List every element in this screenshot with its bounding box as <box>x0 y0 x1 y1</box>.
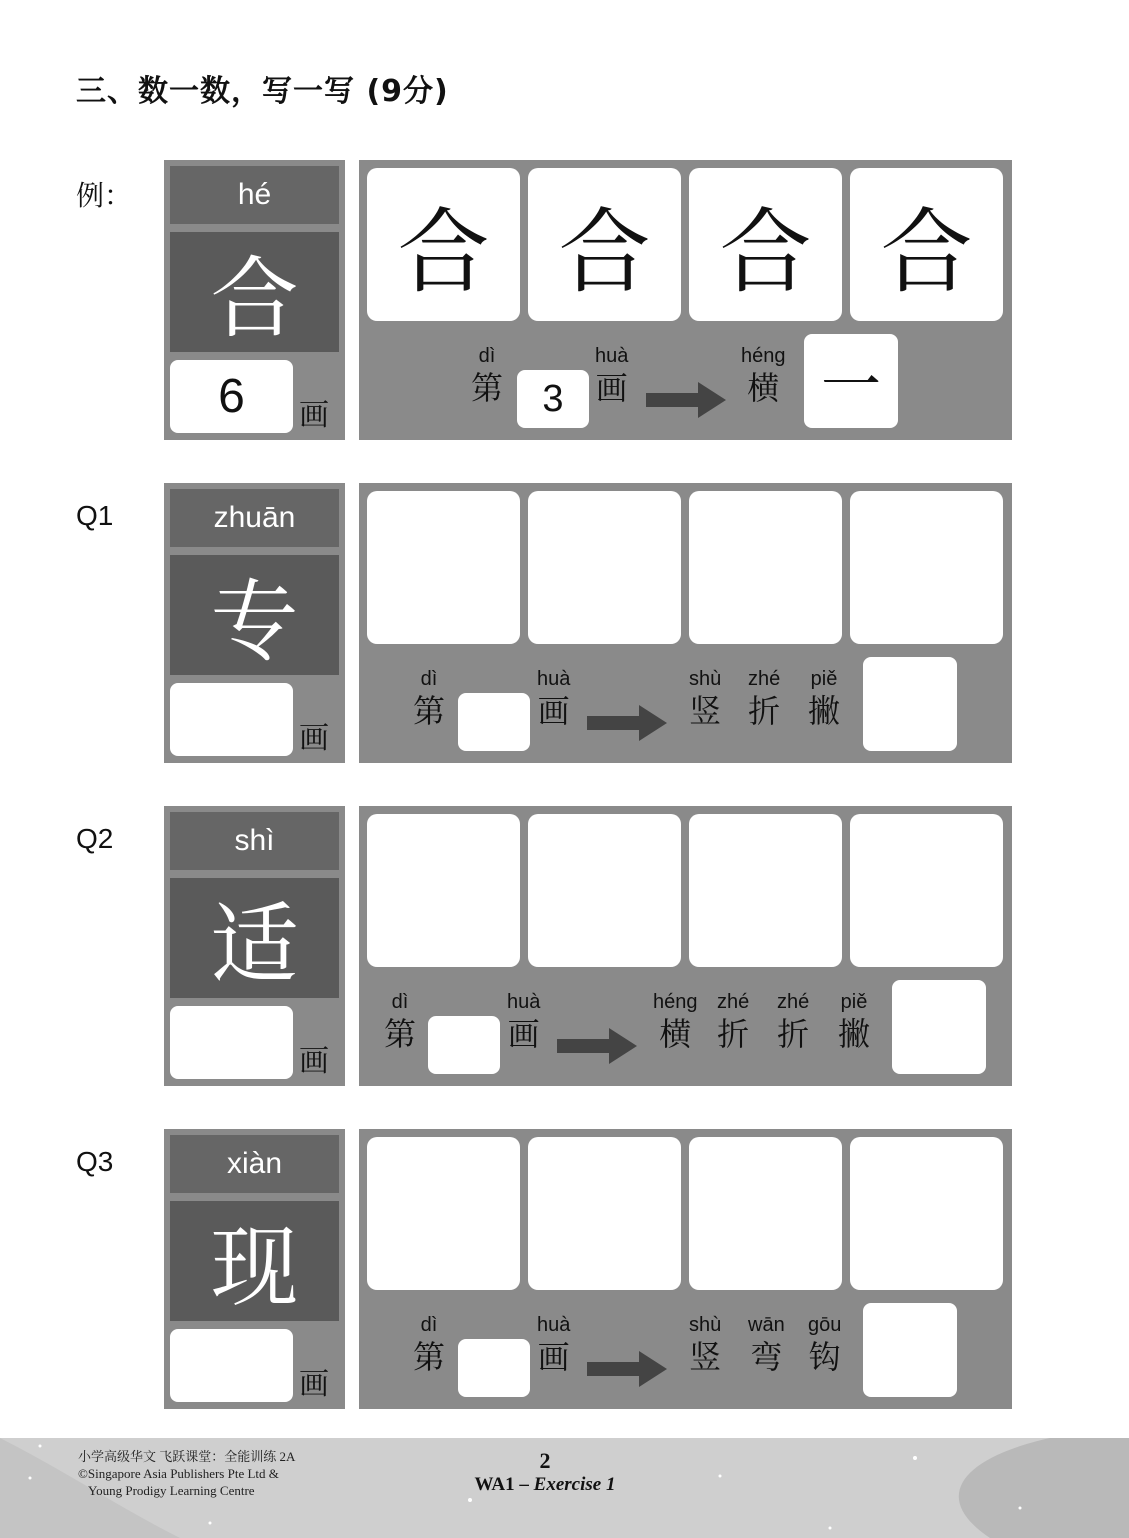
q3-label: Q3 <box>76 1146 114 1177</box>
q1-label: Q1 <box>76 500 114 531</box>
q3-di-word: dì 第 <box>413 1314 446 1376</box>
q1-stroke-name-1: shù 竖 <box>689 668 722 730</box>
example-hua-label: 画 <box>299 398 329 433</box>
q1-arrow-icon <box>587 705 667 741</box>
q2-stroke-box-1[interactable] <box>367 814 520 967</box>
example-pinyin: hé <box>170 166 339 224</box>
example-stroke-box-2: 合 <box>528 168 681 321</box>
q2-stroke-answer-input[interactable] <box>892 980 986 1074</box>
q1-hua-word: huà 画 <box>537 668 571 730</box>
q1-pinyin: zhuān <box>170 489 339 547</box>
q2-stroke-box-2[interactable] <box>528 814 681 967</box>
example-stroke-panel <box>359 160 1012 440</box>
q2-pinyin: shì <box>170 812 339 870</box>
example-stroke-box-3: 合 <box>689 168 842 321</box>
q1-stroke-box-1[interactable] <box>367 491 520 644</box>
example-stroke-name: héng 横 <box>741 345 786 407</box>
q2-character: 适 <box>170 878 339 998</box>
q3-hua-word: huà 画 <box>537 1314 571 1376</box>
q1-stroke-name-3: piě 撇 <box>808 668 841 730</box>
example-stroke-number: 3 <box>517 370 589 428</box>
q3-character: 现 <box>170 1201 339 1321</box>
page-number: 2 <box>539 1448 551 1473</box>
q1-stroke-name-2: zhé 折 <box>748 668 781 730</box>
example-stroke-box-4: 合 <box>850 168 1003 321</box>
q2-hua-label: 画 <box>299 1044 329 1079</box>
footer-publisher: 小学高级华文 飞跃课堂：全能训练 2A ©Singapore Asia Publishers Pte Ltd & Young Prodigy Learning Centre <box>78 1449 296 1498</box>
q1-hua-label: 画 <box>299 721 329 756</box>
q2-label: Q2 <box>76 823 114 854</box>
section-title: 三、数一数，写一写 (9分) <box>76 74 449 109</box>
footer-page-info <box>440 1448 650 1496</box>
q2-di-word: dì 第 <box>384 991 417 1053</box>
q3-stroke-box-2[interactable] <box>528 1137 681 1290</box>
example-stroke-box-1: 合 <box>367 168 520 321</box>
q1-stroke-count-input[interactable] <box>170 683 293 756</box>
q2-stroke-name-1: héng 横 <box>653 991 698 1053</box>
q3-stroke-name-3: gōu 钩 <box>808 1314 842 1376</box>
q2-stroke-name-3: zhé 折 <box>777 991 810 1053</box>
q1-stroke-panel <box>359 483 1012 763</box>
q3-stroke-panel <box>359 1129 1012 1409</box>
exercise-label: WA1 – Exercise 1 <box>474 1474 616 1495</box>
q3-stroke-answer-input[interactable] <box>863 1303 957 1397</box>
q2-stroke-panel <box>359 806 1012 1086</box>
q2-stroke-box-4[interactable] <box>850 814 1003 967</box>
q3-stroke-count-input[interactable] <box>170 1329 293 1402</box>
example-hua-word: huà 画 <box>595 345 629 407</box>
q1-stroke-answer-input[interactable] <box>863 657 957 751</box>
example-stroke-answer: 一 <box>804 334 898 428</box>
q1-stroke-box-4[interactable] <box>850 491 1003 644</box>
q3-stroke-name-2: wān 弯 <box>748 1314 785 1376</box>
q1-stroke-box-3[interactable] <box>689 491 842 644</box>
q3-arrow-icon <box>587 1351 667 1387</box>
q2-stroke-count-input[interactable] <box>170 1006 293 1079</box>
q2-stroke-name-4: piě 撇 <box>838 991 871 1053</box>
q1-di-word: dì 第 <box>413 668 446 730</box>
q1-stroke-number-input[interactable] <box>458 693 530 751</box>
q1-stroke-box-2[interactable] <box>528 491 681 644</box>
example-label: 例： <box>76 180 133 211</box>
example-di-word: dì 第 <box>471 345 504 407</box>
q2-char-card <box>164 806 345 1086</box>
q1-character: 专 <box>170 555 339 675</box>
q2-stroke-name-2: zhé 折 <box>717 991 750 1053</box>
example-arrow-icon <box>646 382 726 418</box>
q3-stroke-number-input[interactable] <box>458 1339 530 1397</box>
q2-stroke-number-input[interactable] <box>428 1016 500 1074</box>
q3-stroke-box-4[interactable] <box>850 1137 1003 1290</box>
example-char-card <box>164 160 345 440</box>
q2-stroke-box-3[interactable] <box>689 814 842 967</box>
q3-char-card <box>164 1129 345 1409</box>
q2-arrow-icon <box>557 1028 637 1064</box>
page-footer <box>0 1438 1129 1538</box>
q3-hua-label: 画 <box>299 1367 329 1402</box>
example-stroke-count: 6 <box>170 360 293 433</box>
q3-stroke-box-3[interactable] <box>689 1137 842 1290</box>
q3-stroke-name-1: shù 竖 <box>689 1314 722 1376</box>
q1-char-card <box>164 483 345 763</box>
example-character: 合 <box>170 232 339 352</box>
q3-stroke-box-1[interactable] <box>367 1137 520 1290</box>
q2-hua-word: huà 画 <box>507 991 541 1053</box>
q3-pinyin: xiàn <box>170 1135 339 1193</box>
